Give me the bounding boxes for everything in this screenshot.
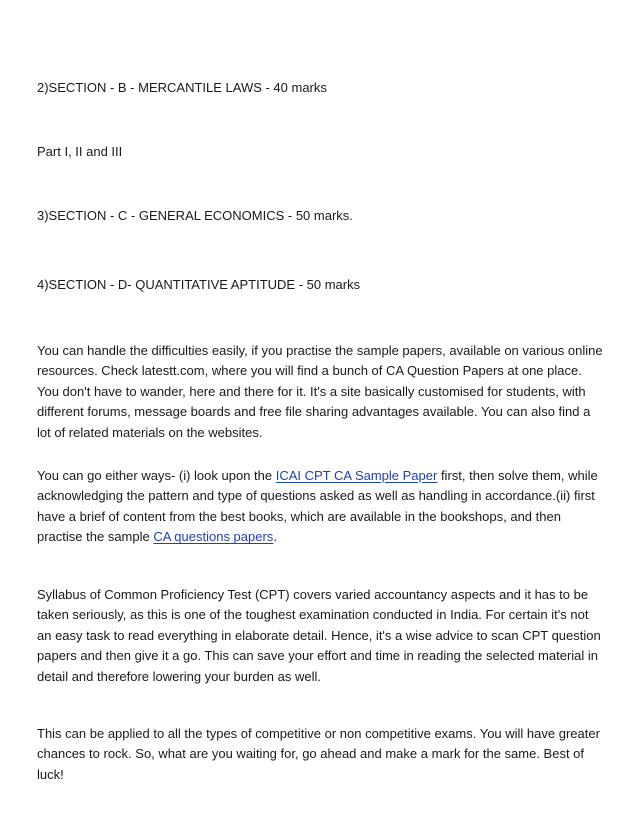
ways-text-end: .: [273, 529, 277, 545]
closing-text: This can be applied to all the types of competitive or non competitive exams. You will have greater chances to rock. So, what are you waiting for, go ahead and make a mark for the same. Best of luck!: [37, 726, 600, 782]
syllabus-paragraph: [37, 585, 605, 687]
section-c-heading: 3)SECTION - C - GENERAL ECONOMICS - 50 marks.: [37, 208, 353, 223]
section-d-heading: 4)SECTION - D- QUANTITATIVE APTITUDE - 50 marks: [37, 277, 361, 292]
section-b-heading: 2)SECTION - B - MERCANTILE LAWS - 40 marks: [37, 80, 327, 95]
ways-text-start: You can go either ways- (i) look upon the: [37, 468, 276, 483]
ways-paragraph: [37, 466, 605, 548]
closing-paragraph: [37, 724, 605, 785]
ways-text: [37, 466, 605, 548]
syllabus-text: Syllabus of Common Proficiency Test (CPT) covers varied accountancy aspects and it has to be taken seriously, as this is one of the toughest examination conducted in India. For certain it's not an easy task to read everything in elaborate detail. Hence, it's a wise advice to scan CPT question papers and then give it a go. This can save your effort and time in reading the selected material in detail and therefore lowering your burden as well.: [37, 587, 601, 684]
icai-cpt-sample-paper-link[interactable]: ICAI CPT CA Sample Paper: [275, 468, 438, 483]
ca-questions-papers-link[interactable]: CA questions papers: [153, 529, 274, 545]
practise-paragraph: [37, 341, 605, 443]
ways-text-middle: first, then solve them, while acknowledging the pattern and type of questions asked as well as handling in accordance.(ii) first have a brief of content from the best books, which are available in the bookshops, and then practise the sample: [37, 468, 598, 545]
parts-line: Part I, II and III: [37, 144, 123, 159]
practise-text: You can handle the difficulties easily, if you practise the sample papers, available on various online resources. Check latestt.com, where you will find a bunch of CA Question Papers at one place. You don't have to wander, here and there for it. It's a site basically customised for students, with different forums, message boards and free file sharing advantages available. You can also find a lot of related materials on the websites.: [37, 343, 603, 440]
